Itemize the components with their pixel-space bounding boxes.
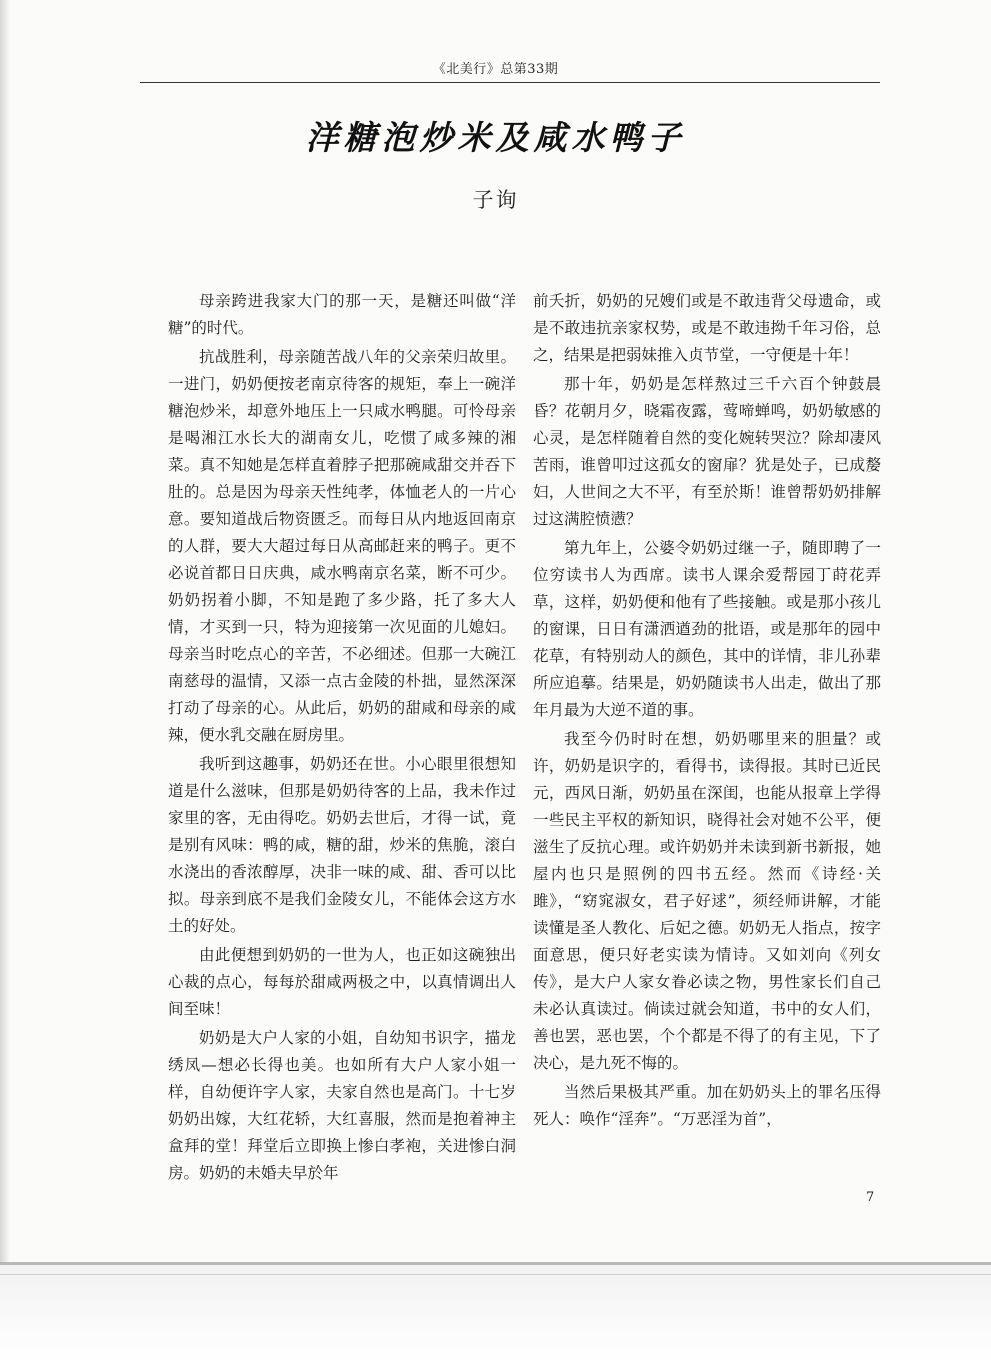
paragraph: 抗战胜利，母亲随苦战八年的父亲荣归故里。一进门，奶奶便按老南京待客的规矩，奉上一碗洋糖泡炒米，却意外地压上一只咸水鸭腿。可怜母亲是喝湘江水长大的湖南女儿，吃惯了咸多辣的湘菜。真不知她是怎样直着脖子把那碗咸甜交并吞下肚的。总是因为母亲天性纯孝，体恤老人的一片心意。要知道战后物资匮乏。而每日从内地返回南京的人群，要大大超过每日从高邮赶来的鸭子。更不必说首都日日庆典，咸水鸭南京名菜，断不可少。奶奶拐着小脚，不知是跑了多少路，托了多大人情，才买到一只，特为迎接第一次见面的儿媳妇。母亲当时吃点心的辛苦，不必细述。但那一大碗江南慈母的温情，又添一点古金陵的朴拙，显然深深打动了母亲的心。从此后，奶奶的甜咸和母亲的咸辣，便水乳交融在厨房里。 (168, 348, 516, 744)
page-number: 7 (866, 1190, 875, 1205)
paragraph: 第九年上，公婆令奶奶过继一子，随即聘了一位穷读书人为西席。读书人课余爱帮园丁莳花弄草，这样，奶奶便和他有了些接触。或是那小孩儿的窗课，日日有潇洒遒劲的批语，或是那年的园中花草，有特别动人的颜色，其中的详情，非儿孙辈所应追摹。结果是，奶奶随读书人出走，做出了那年月最为大逆不道的事。 (533, 539, 881, 719)
running-head: 《北美行》总第33期 (432, 62, 559, 77)
paragraph: 当然后果极其严重。加在奶奶头上的罪名压得死人：唤作“淫奔”。“万恶淫为首”， (533, 1083, 881, 1128)
article-title: 洋糖泡炒米及咸水鸭子 (305, 118, 686, 157)
paragraph: 那十年，奶奶是怎样熬过三千六百个钟鼓晨昏？花朝月夕，晓霜夜露，莺啼蝉鸣，奶奶敏感的心灵，是怎样随着自然的变化婉转哭泣？除却凄风苦雨，谁曾叩过这孤女的窗扉？犹是处子，已成嫠妇，人世间之大不平，有至於斯！谁曾帮奶奶排解过这满腔愤懑？ (533, 375, 881, 528)
left-column (168, 288, 516, 1189)
paragraph-continuation: 前夭折，奶奶的兄嫂们或是不敢违背父母遗命，或是不敢违抗亲家权势，或是不敢违拗千年习俗，总之，结果是把弱妹推入贞节堂，一守便是十年！ (533, 292, 881, 364)
right-column (533, 288, 881, 1135)
paragraph: 由此便想到奶奶的一世为人，也正如这碗独出心裁的点心，每每於甜咸两极之中，以真情调出人间至味！ (168, 946, 516, 1018)
scan-bottom-edge (0, 1262, 991, 1363)
article-author: 子询 (472, 188, 519, 212)
paragraph: 母亲跨进我家大门的那一天，是糖还叫做“洋糖”的时代。 (168, 292, 516, 337)
paragraph: 我听到这趣事，奶奶还在世。小心眼里很想知道是什么滋味，但那是奶奶待客的上品，我未作过家里的客，无由得吃。奶奶去世后，才得一试，竟是别有风味：鸭的咸，糖的甜，炒米的焦脆，滚白水浇出的香浓醇厚，决非一味的咸、甜、香可以比拟。母亲到底不是我们金陵女儿，不能体会这方水土的好处。 (168, 755, 516, 935)
paragraph: 我至今仍时时在想，奶奶哪里来的胆量？或许，奶奶是识字的，看得书，读得报。其时已近民元，西风日渐，奶奶虽在深闺，也能从报章上学得一些民主平权的新知识，晓得社会对她不公平，便滋生了反抗心理。或许奶奶并未读到新书新报，她屋内也只是照例的四书五经。然而《诗经·关雎》，“窈窕淑女，君子好逑”，须经师讲解，才能读懂是圣人教化、后妃之德。奶奶无人指点，按字面意思，便只好老实读为情诗。又如刘向《列女传》，是大户人家女眷必读之物，男性家长们自己未必认真读过。倘读过就会知道，书中的女人们，善也罢，恶也罢，个个都是不得了的有主见，下了决心，是九死不悔的。 (533, 730, 881, 1072)
header-rule (140, 82, 880, 83)
paragraph: 奶奶是大户人家的小姐，自幼知书识字，描龙绣凤—想必长得也美。也如所有大户人家小姐一样，自幼便许字人家，夫家自然也是高门。十七岁奶奶出嫁，大红花轿，大红喜服，然而是抱着神主盒拜的堂！拜堂后立即换上惨白孝袍，关进惨白洞房。奶奶的未婚夫早於年 (168, 1029, 516, 1182)
